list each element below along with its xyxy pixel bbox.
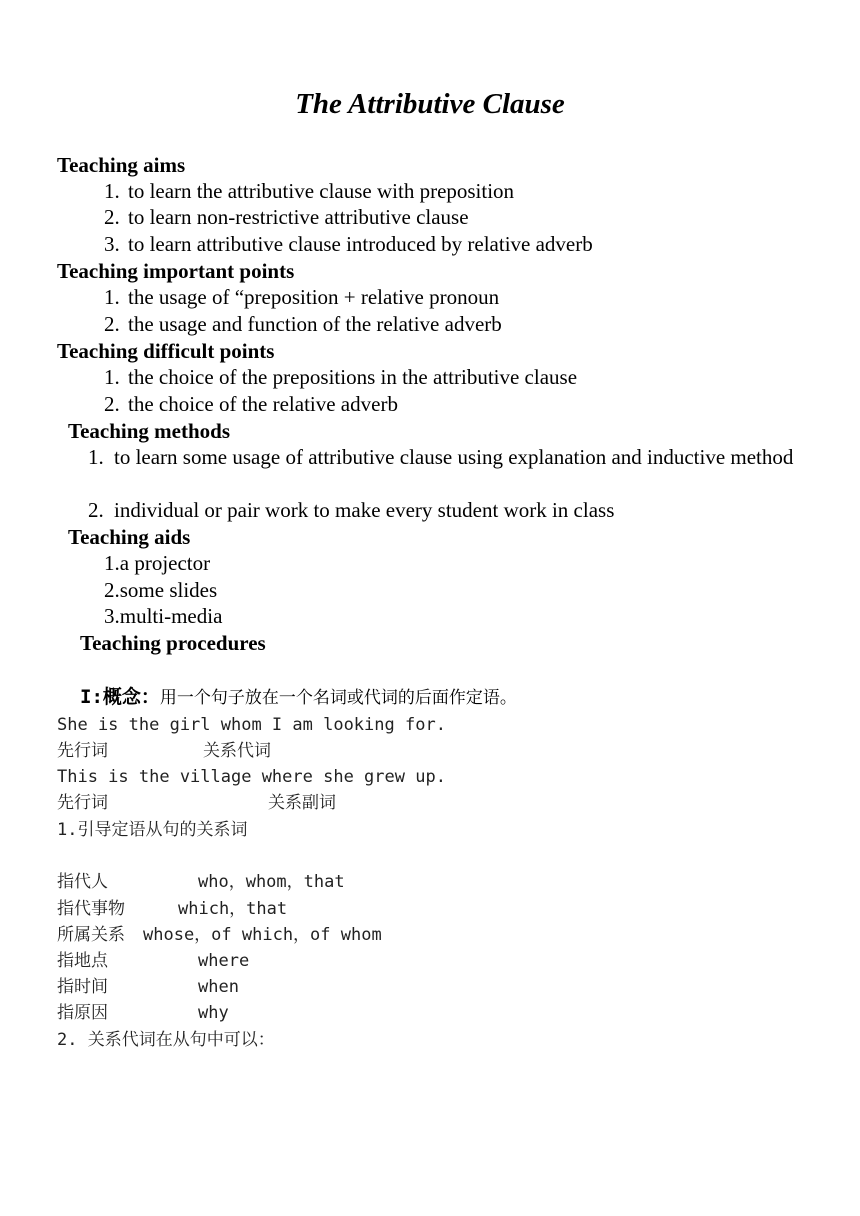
relative-words: why: [198, 1003, 229, 1023]
methods-item: [88, 497, 614, 523]
item-text: to learn non-restrictive attributive clause: [128, 205, 469, 229]
item-number: 3.: [104, 232, 120, 256]
relative-words: whose，of which，of whom: [143, 925, 382, 945]
relative-category: 指代人: [57, 872, 108, 892]
item-number: 1.: [88, 445, 104, 469]
important-heading: Teaching important points: [57, 259, 295, 283]
relative-words: who，whom，that: [198, 872, 345, 892]
aims-item: [104, 204, 469, 230]
item-text: the choice of the relative adverb: [128, 392, 398, 416]
item-text: to learn attributive clause introduced by relative adverb: [128, 232, 593, 256]
relative-label: 关系代词: [203, 741, 271, 761]
aids-item: 3.multi-media: [104, 604, 223, 628]
important-item: [104, 311, 502, 337]
aims-item: [104, 178, 514, 204]
item-text: individual or pair work to make every student work in class: [114, 498, 615, 522]
item-number: 2.: [104, 392, 120, 416]
item-text: the usage of “preposition + relative pronoun: [128, 285, 500, 309]
relative-category: 指时间: [57, 977, 108, 997]
item-text: the choice of the prepositions in the attributive clause: [128, 365, 578, 389]
item-text: to learn the attributive clause with preposition: [128, 179, 515, 203]
relative-category: 指原因: [57, 1003, 108, 1023]
relative-words: which，that: [178, 899, 288, 919]
difficult-heading: Teaching difficult points: [57, 339, 275, 363]
item-text: to learn some usage of attributive clause using explanation and inductive method: [114, 445, 794, 469]
page-title: The Attributive Clause: [295, 88, 565, 120]
item-number: 2.: [88, 498, 104, 522]
concept-line: [80, 684, 517, 711]
aids-item: 2.some slides: [104, 578, 218, 602]
relative-category: 指地点: [57, 951, 108, 971]
antecedent-label: 先行词: [57, 741, 108, 761]
methods-item: [88, 444, 806, 470]
item-number: 1.: [104, 179, 120, 203]
section-heading: 2. 关系代词在从句中可以：: [57, 1030, 275, 1050]
aids-item: 1.a projector: [104, 551, 211, 575]
item-text: the usage and function of the relative adverb: [128, 312, 502, 336]
aids-heading: Teaching aids: [68, 525, 191, 549]
aims-item: [104, 231, 593, 257]
aims-heading: Teaching aims: [57, 153, 186, 177]
procedures-heading: Teaching procedures: [80, 631, 266, 655]
relative-words: where: [198, 951, 250, 971]
difficult-item: [104, 391, 398, 417]
relative-category: 所属关系: [57, 925, 125, 945]
section-heading: 1.引导定语从句的关系词: [57, 820, 248, 840]
item-number: 1.: [104, 285, 120, 309]
antecedent-label: 先行词: [57, 793, 108, 813]
concept-label: I:概念：: [80, 686, 160, 708]
relative-words: when: [198, 977, 239, 997]
example-sentence: She is the girl whom I am looking for.: [57, 715, 446, 735]
example-sentence: This is the village where she grew up.: [57, 767, 446, 787]
relative-category: 指代事物: [57, 899, 125, 919]
important-item: [104, 284, 499, 310]
item-number: 2.: [104, 312, 120, 336]
difficult-item: [104, 364, 577, 390]
methods-heading: Teaching methods: [68, 419, 231, 443]
item-number: 2.: [104, 205, 120, 229]
relative-label: 关系副词: [268, 793, 336, 813]
item-number: 1.: [104, 365, 120, 389]
concept-text: 用一个句子放在一个名词或代词的后面作定语。: [159, 688, 517, 708]
